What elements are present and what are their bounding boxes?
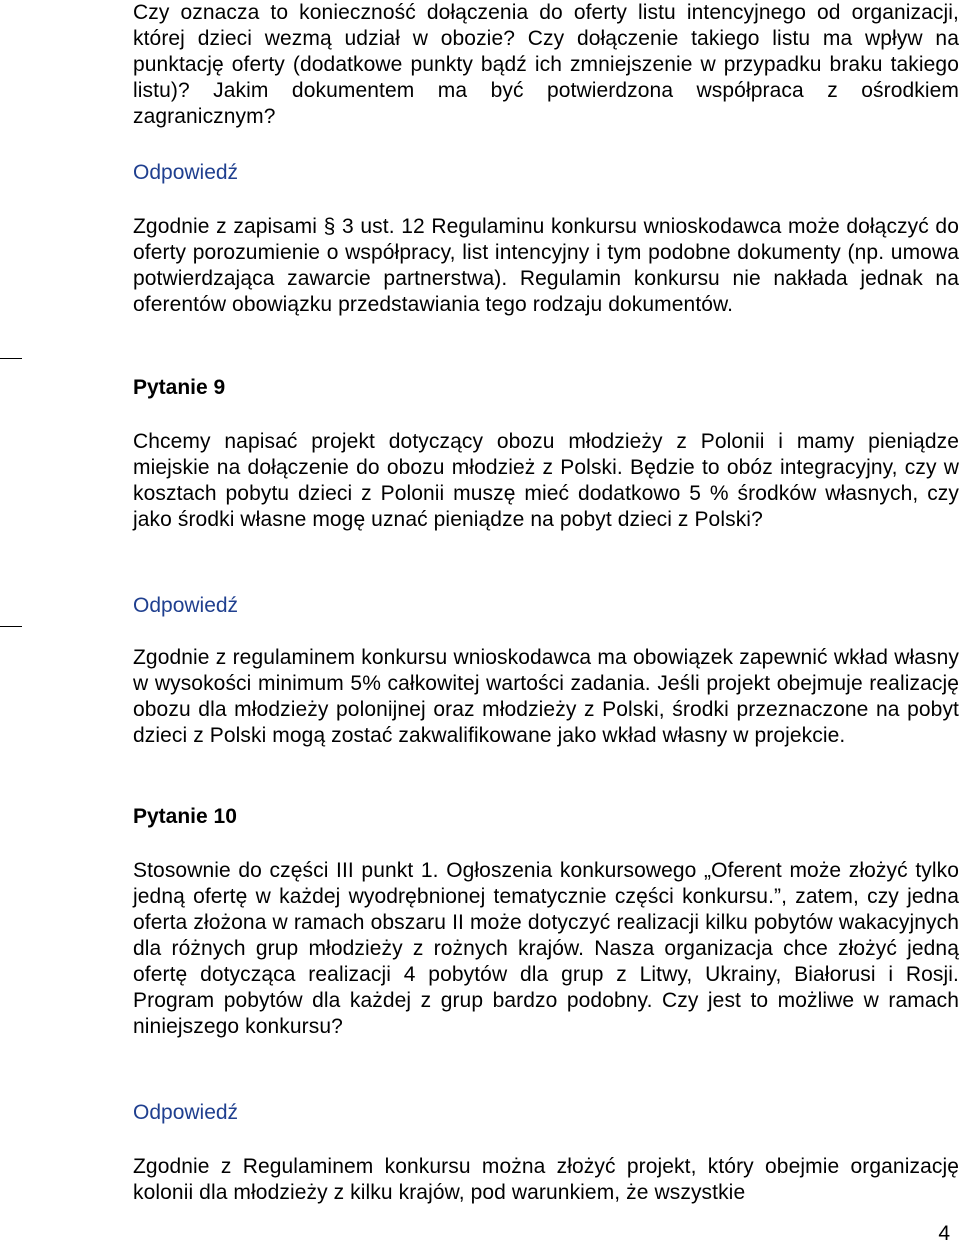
question-10-text: Stosownie do części III punkt 1. Ogłoszenia konkursowego „Oferent może złożyć tylko jedną ofertę w każdej wyodrębnionej tematycznie części konkursu.”, zatem, czy jedna oferta złożona w ramach obszaru II może dotyczyć realizacji kilku pobytów wakacyjnych dla różnych grup młodzieży z rożnych krajów. Nasza organizacja chce złożyć jedną ofertę dotycząca realizacji 4 pobytów dla grup z Litwy, Ukrainy, Białorusi i Rosji. Program pobytów dla każdej z grup bardzo podobny. Czy jest to możliwe w ramach niniejszego konkursu? <box>133 859 959 1038</box>
answer-9-label: Odpowiedź <box>133 594 239 617</box>
answer-8-text: Zgodnie z zapisami § 3 ust. 12 Regulaminu konkursu wnioskodawca może dołączyć do oferty porozumienie o współpracy, list intencyjny i tym podobne dokumenty (np. umowa potwierdzająca zawarcie partnerstwa). Regulamin konkursu nie nakłada jednak na oferentów obowiązku przedstawiania tego rodzaju dokumentów. <box>133 215 959 316</box>
answer-10-text: Zgodnie z Regulaminem konkursu można złożyć projekt, który obejmie organizację kolonii dla młodzieży z kilku krajów, pod warunkiem, że wszystkie <box>133 1155 959 1204</box>
margin-mark <box>0 358 22 359</box>
question-9-text: Chcemy napisać projekt dotyczący obozu młodzieży z Polonii i mamy pieniądze miejskie na dołączenie do obozu młodzież z Polski. Będzie to obóz integracyjny, czy w kosztach pobytu dzieci z Polonii muszę mieć dodatkowo 5 % środków własnych, czy jako środki własne mogę uznać pieniądze na pobyt dzieci z Polski? <box>133 430 959 531</box>
question-10-heading: Pytanie 10 <box>133 805 237 828</box>
question-9-heading: Pytanie 9 <box>133 376 226 399</box>
answer-9-text: Zgodnie z regulaminem konkursu wnioskodawca ma obowiązek zapewnić wkład własny w wysokości minimum 5% całkowitej wartości zadania. Jeśli projekt obejmuje realizację obozu dla młodzieży polonijnej oraz młodzieży z Polski, środki przeznaczone na pobyt dzieci z Polski mogą zostać zakwalifikowane jako wkład własny w projekcie. <box>133 646 959 747</box>
margin-mark <box>0 626 22 627</box>
page-number: 4 <box>938 1222 950 1245</box>
answer-10-label: Odpowiedź <box>133 1101 239 1124</box>
question-8-text: Czy oznacza to konieczność dołączenia do oferty listu intencyjnego od organizacji, której dzieci wezmą udział w obozie? Czy dołączenie takiego listu ma wpływ na punktację oferty (dodatkowe punkty bądź ich zmniejszenie w przypadku braku takiego listu)? Jakim dokumentem ma być potwierdzona współpraca z ośrodkiem zagranicznym? <box>133 1 959 128</box>
answer-8-label: Odpowiedź <box>133 161 239 184</box>
